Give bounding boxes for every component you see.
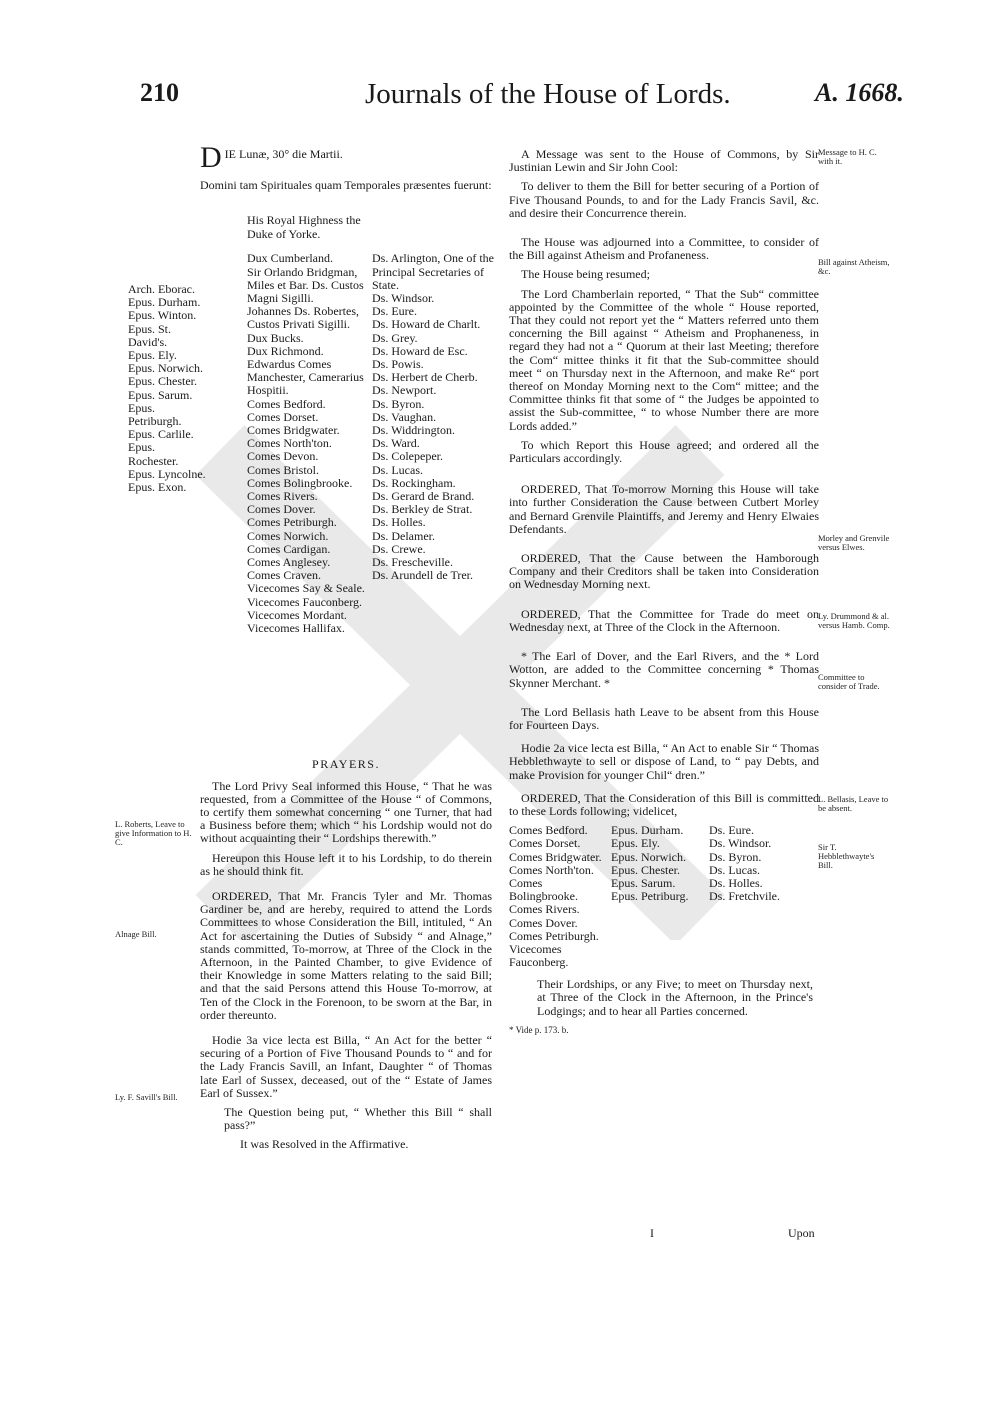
- spiritual-lord: Epus. Chester.: [128, 374, 197, 389]
- spiritual-lord: Epus. Winton.: [128, 308, 197, 323]
- margin-alnage: Alnage Bill.: [115, 929, 157, 939]
- margin-savill: Ly. F. Savill's Bill.: [115, 1092, 178, 1102]
- committee-lords: [509, 824, 819, 974]
- chamberlain-report: The Lord Chamberlain reported, “ That the Sub“ committee appointed by the Committee of the whole “ House reported, That they could not report yet the “ Matters referred unto them concerning the Bill against “ Atheism and Prophaneness, in regard they had not a “ Quorum at their last Meeting; therefore the Com“ mittee thinks it fit that the Sub-committee should meet “ on Thursday next in the Afternoon, and make Re“ port thereof on Monday Morning next to the Com“ mittee; and the Committee thinks fit that some of “ the Judges be appointed to assist the Sub-committee, “ to whose Number there are more Lords added.”: [509, 286, 819, 433]
- committee-lord: Ds. Eure.: [709, 823, 754, 838]
- temporal-lord: Ds. Arlington, One of the Principal Secretaries of State.: [372, 251, 494, 292]
- savill-bill-reading: Hodie 3a vice lecta est Billa, “ An Act for the better “ securing of a Portion of Five Thousand Pounds to “ and for the Lady Francis Savill, an Infant, Daughter “ of Thomas late Earl of Sussex, deceased, out of the “ Estate of James Earl of Sussex.”: [200, 1033, 492, 1100]
- temporal-lord: Ds. Frescheville.: [372, 555, 453, 570]
- temporal-lord: Ds. Gerard de Brand.: [372, 489, 475, 504]
- temporal-lord: Comes Bristol.: [247, 462, 320, 477]
- temporal-lord: Vicecomes Hallifax.: [247, 621, 345, 636]
- temporal-lord: Edwardus Comes Manchester, Camerarius Hospitii.: [247, 357, 364, 398]
- spiritual-lord: Epus. Ely.: [128, 348, 177, 363]
- sitting-date: D IE Lunæ, 30° die Martii.: [200, 141, 343, 174]
- temporal-lord: Ds. Windsor.: [372, 291, 435, 306]
- footnote: * Vide p. 173. b.: [509, 1024, 569, 1035]
- temporal-lord: Ds. Ward.: [372, 436, 420, 451]
- committee-lord: Vicecomes Fauconberg.: [509, 941, 569, 970]
- trade-order: ORDERED, That the Committee for Trade do meet on Wednesday next, at Three of the Clock in the Afternoon.: [509, 606, 819, 634]
- temporal-lord: Vicecomes Mordant.: [247, 607, 347, 622]
- margin-bellasis: L. Bellasis, Leave to be absent.: [818, 794, 889, 813]
- dover-paragraph: * The Earl of Dover, and the Earl Rivers, and the * Lord Wotton, are added to the Committee concerning * Thomas Skynner Merchant. *: [509, 649, 819, 690]
- committee-lord: Comes Bolingbrooke.: [509, 875, 578, 904]
- committee-list-barons: [709, 824, 809, 903]
- journal-title: Journals of the House of Lords.: [365, 78, 731, 110]
- committee-lord: Comes Petriburgh.: [509, 928, 599, 943]
- page-number: 210: [140, 78, 179, 107]
- temporal-lord: Ds. Lucas.: [372, 462, 423, 477]
- spiritual-lords-list: [128, 283, 208, 494]
- committee-lord: Ds. Holles.: [709, 875, 763, 890]
- spiritual-lord: Epus. Exon.: [128, 480, 187, 495]
- margin-roberts: L. Roberts, Leave to give Information to H. C.: [115, 819, 192, 847]
- committee-lord: Ds. Lucas.: [709, 862, 760, 877]
- committee-lord: Ds. Fretchvile.: [709, 889, 780, 904]
- temporal-lord: Comes Petriburgh.: [247, 515, 337, 530]
- committee-lord: Comes Dorset.: [509, 836, 581, 851]
- temporal-lord: Ds. Grey.: [372, 330, 418, 345]
- five-lords-paragraph: Their Lordships, or any Five; to meet on Thursday next, at Three of the Clock in the Afternoon, in the Prince's Lodgings; and to hear all Parties concerned.: [537, 977, 813, 1018]
- spiritual-lord: Epus. Petriburgh.: [128, 400, 182, 429]
- right-column: [509, 148, 819, 1043]
- alnage-order: ORDERED, That Mr. Francis Tyler and Mr. Thomas Gardiner be, and are hereby, required to attend the Lords Committees to whose Consideration the Bill, intituled, “ An Act for ascertaining the Duties of Subsidy “ and Alnage,” stands committed, To-morrow, at Three of the Clock in the Afternoon, in the Painted Chamber, to give Evidence of their Knowledge in some Matters relating to the said Bill; and that the said Persons attend this House To-morrow, at Ten of the Clock in the Forenoon, to be sworn at the Bar, in order thereunto.: [200, 889, 492, 1022]
- spiritual-lord: Epus. Rochester.: [128, 440, 179, 468]
- committee-lord: Comes North'ton.: [509, 862, 594, 877]
- question-put: The Question being put, “ Whether this Bill “ shall pass?”: [224, 1105, 492, 1133]
- adjourned-paragraph: The House was adjourned into a Committee, to consider of the Bill against Atheism and Profaneness.: [509, 235, 819, 263]
- committee-lord: Comes Bridgwater.: [509, 849, 602, 864]
- agreed-paragraph: To which Report this House agreed; and ordered all the Particulars accordingly.: [509, 437, 819, 466]
- message-paragraph: A Message was sent to the House of Commons, by Sir Justinian Lewin and Sir John Cool:: [509, 147, 819, 175]
- temporal-lord: Ds. Widdrington.: [372, 423, 455, 438]
- margin-morley: Morley and Grenvile versus Elwes.: [818, 533, 890, 552]
- catchword: Upon: [788, 1226, 815, 1240]
- roberts-paragraph: The Lord Privy Seal informed this House, “ That he was requested, from a Committee of the House “ of Commons, to certify them somewhat concerning “ one Turner, that had a Business before them; which “ his Lordship would not do without acquainting their “ Lordships therewith.”: [200, 778, 492, 846]
- temporal-lord: Dux Richmond.: [247, 343, 324, 358]
- committee-lord: Epus. Chester.: [611, 862, 680, 877]
- committee-lord: Epus. Sarum.: [611, 875, 676, 890]
- temporal-lord: Comes Devon.: [247, 449, 319, 464]
- temporal-lord: Ds. Holles.: [372, 515, 426, 530]
- royal-highness: His Royal Highness the Duke of Yorke.: [247, 213, 361, 241]
- temporal-lord: Ds. Berkley de Strat.: [372, 502, 473, 517]
- temporal-lord: Comes Dover.: [247, 502, 316, 517]
- committee-lord: Epus. Norwich.: [611, 849, 686, 864]
- temporal-lords-list-b: [372, 252, 497, 582]
- temporal-lord: Sir Orlando Bridgman, Miles et Bar. Ds. Custos Magni Sigilli.: [247, 264, 364, 306]
- temporal-lord: Ds. Delamer.: [372, 528, 435, 543]
- spiritual-lord: Epus. Carlile.: [128, 427, 194, 442]
- temporal-lord: Ds. Newport.: [372, 383, 437, 398]
- temporal-lords-list-a: [247, 252, 371, 635]
- temporal-lord: Ds. Vaughan.: [372, 409, 437, 424]
- temporal-lord: Ds. Colepeper.: [372, 449, 443, 464]
- temporal-lord: Ds. Byron.: [372, 396, 425, 411]
- margin-hebblethwayte: Sir T. Hebblethwayte's Bill.: [818, 842, 875, 870]
- temporal-lord: Comes Craven.: [247, 568, 321, 583]
- committee-list-bishops: [611, 824, 711, 903]
- bellasis-paragraph: The Lord Bellasis hath Leave to be absent from this House for Fourteen Days.: [509, 704, 819, 732]
- committee-lord: Epus. Durham.: [611, 823, 684, 838]
- temporal-lord: Ds. Howard de Esc.: [372, 343, 468, 358]
- temporal-lord: Ds. Arundell de Trer.: [372, 568, 474, 583]
- spiritual-lord: Epus. Durham.: [128, 295, 201, 310]
- drop-initial: D: [200, 141, 222, 174]
- temporal-lord: Ds. Eure.: [372, 304, 417, 319]
- committee-lord: Epus. Ely.: [611, 836, 660, 851]
- temporal-lord: Comes Anglesey.: [247, 555, 331, 570]
- committee-lord: Comes Dover.: [509, 915, 578, 930]
- lords-present: [200, 214, 492, 744]
- spiritual-lord: Arch. Eborac.: [128, 282, 195, 296]
- temporal-lord: Comes Bolingbrooke.: [247, 475, 353, 490]
- present-line: Domini tam Spirituales quam Temporales præsentes fuerunt:: [200, 178, 492, 193]
- resolved-affirmative: It was Resolved in the Affirmative.: [240, 1137, 409, 1152]
- margin-trade: Committee to consider of Trade.: [818, 672, 880, 691]
- journal-year: A. 1668.: [815, 78, 904, 107]
- committee-lord: Ds. Byron.: [709, 849, 762, 864]
- committee-lord: Comes Rivers.: [509, 902, 580, 917]
- temporal-lord: Ds. Howard de Charlt.: [372, 317, 481, 332]
- spiritual-lord: Epus. St. David's.: [128, 321, 172, 349]
- temporal-lord: Ds. Rockingham.: [372, 475, 456, 490]
- committee-lord: Comes Bedford.: [509, 823, 588, 838]
- hebblethwayte-reading: Hodie 2a vice lecta est Billa, “ An Act to enable Sir “ Thomas Hebblethwayte to sell or dispose of Land, to “ pay Debts, and make Provision for younger Chil“ dren.”: [509, 741, 819, 782]
- temporal-lord: Comes North'ton.: [247, 436, 332, 451]
- temporal-lord: Comes Rivers.: [247, 489, 318, 504]
- margin-hamborough: Ly. Drummond & al. versus Hamb. Comp.: [818, 611, 890, 630]
- temporal-lord: Vicecomes Say & Seale.: [247, 581, 365, 596]
- resumed-paragraph: The House being resumed;: [521, 267, 650, 282]
- temporal-lord: Ds. Herbert de Cherb.: [372, 370, 478, 385]
- prayers-heading: PRAYERS.: [312, 757, 380, 772]
- hamborough-order: ORDERED, That the Cause between the Hamborough Company and their Creditors shall be taken into Consideration on Wednesday Morning next.: [509, 551, 819, 592]
- hereupon-paragraph: Hereupon this House left it to his Lordship, to do therein as he should think fit.: [200, 850, 492, 878]
- temporal-lord: Johannes Ds. Robertes, Custos Privati Sigilli.: [247, 304, 359, 332]
- temporal-lord: Vicecomes Fauconberg.: [247, 594, 363, 609]
- committee-list-comites: [509, 824, 609, 969]
- signature-mark: I: [650, 1226, 654, 1240]
- left-column: [200, 141, 494, 1158]
- temporal-lord: Comes Bridgwater.: [247, 423, 340, 438]
- margin-atheism: Bill against Atheism, &c.: [818, 257, 890, 276]
- temporal-lord: Comes Cardigan.: [247, 541, 331, 556]
- committed-order: ORDERED, That the Consideration of this Bill is committed to these Lords following; videlicet,: [509, 790, 819, 818]
- spiritual-lord: Epus. Lyncolne.: [128, 466, 206, 481]
- temporal-lord: Comes Norwich.: [247, 528, 329, 543]
- margin-message: Message to H. C. with it.: [818, 147, 877, 166]
- spiritual-lord: Epus. Sarum.: [128, 387, 193, 402]
- temporal-lord: Ds. Crewe.: [372, 541, 426, 556]
- temporal-lord: Comes Dorset.: [247, 409, 319, 424]
- deliver-paragraph: To deliver to them the Bill for better securing of a Portion of Five Thousand Pounds, to and for the Lady Francis Savil, &c. and desire their Concurrence therein.: [509, 179, 819, 220]
- committee-lord: Ds. Windsor.: [709, 836, 772, 851]
- temporal-lord: Dux Cumberland.: [247, 251, 333, 266]
- spiritual-lord: Epus. Norwich.: [128, 361, 203, 376]
- temporal-lord: Ds. Powis.: [372, 357, 424, 372]
- morley-order: ORDERED, That To-morrow Morning this House will take into further Consideration the Cause between Cutbert Morley and Bernard Grenvile Plaintiffs, and Jeremy and Henry Elwaies Defendants.: [509, 482, 819, 536]
- temporal-lord: Dux Bucks.: [247, 330, 304, 345]
- temporal-lord: Comes Bedford.: [247, 396, 326, 411]
- committee-lord: Epus. Petriburg.: [611, 889, 689, 904]
